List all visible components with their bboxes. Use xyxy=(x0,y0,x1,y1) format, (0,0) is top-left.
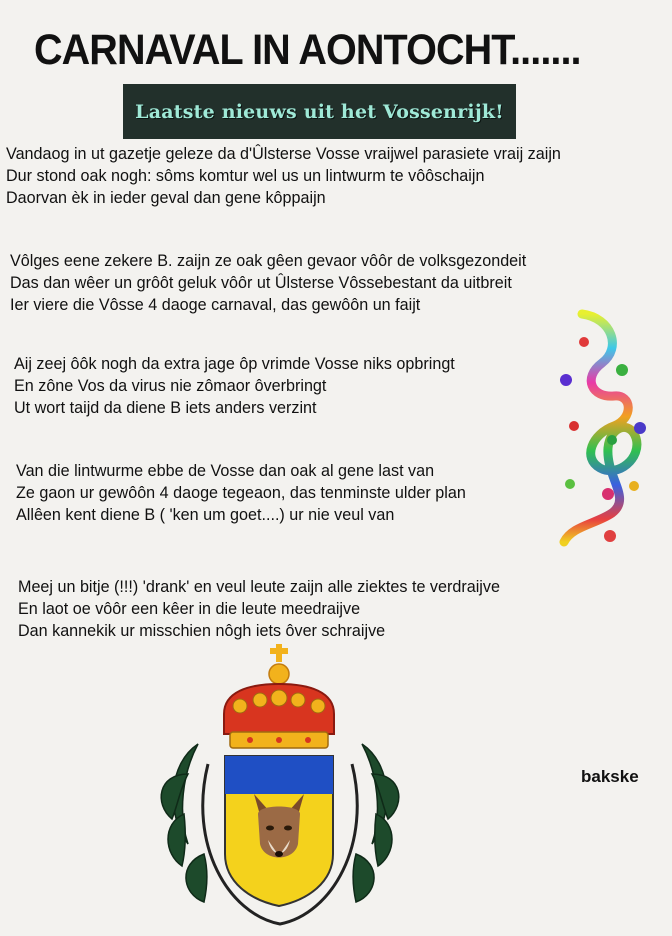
stanza-line: Ze gaon ur gewôôn 4 daoge tegeaon, das tenminste ulder plan xyxy=(16,483,466,502)
stanza-line: Das dan wêer un grôôt geluk vôôr ut Ûlsterse Vôssebestant da uitbreit xyxy=(10,273,512,292)
stanza-1 xyxy=(6,143,590,209)
stanza-line: Vôlges eene zekere B. zaijn ze oak gêen gevaor vôôr de volksgezondeit xyxy=(10,251,527,270)
stanza-line: En zône Vos da virus nie zômaor ôverbringt xyxy=(14,376,327,395)
stanza-line: Ier viere die Vôsse 4 daoge carnaval, das gewôôn un faijt xyxy=(10,295,421,314)
stanza-line: Daorvan èk in ieder geval dan gene kôppaijn xyxy=(6,188,326,207)
signature: bakske xyxy=(581,767,639,786)
stanza-line: Meej un bitje (!!!) 'drank' en veul leute zaijn alle ziektes te verdraijve xyxy=(18,577,500,596)
stanza-line: Ut wort taijd da diene B iets anders verzint xyxy=(14,398,317,417)
stanza-line: Dur stond oak nogh: sôms komtur wel us un lintwurm te vôôschaijn xyxy=(6,166,485,185)
stanza-5 xyxy=(18,576,525,642)
confetti-streamer-icon xyxy=(552,308,662,548)
news-banner xyxy=(123,84,516,139)
stanza-line: Allêen kent diene B ( 'ken um goet....) ur nie veul van xyxy=(16,505,395,524)
stanza-line: Vandaog in ut gazetje geleze da d'Ûlsterse Vosse vraijwel parasiete vraij zaijn xyxy=(6,144,561,163)
stanza-4 xyxy=(16,460,490,526)
stanza-line: Dan kannekik ur misschien nôgh iets ôver schraijve xyxy=(18,621,386,640)
stanza-line: En laot oe vôôr een kêer in die leute meedraijve xyxy=(18,599,361,618)
stanza-2 xyxy=(10,250,553,316)
fox-coat-of-arms-icon xyxy=(158,644,402,930)
stanza-line: Aij zeej ôôk nogh da extra jage ôp vrimde Vosse niks opbringt xyxy=(14,354,455,373)
banner-text: Laatste nieuws uit het Vossenrijk! xyxy=(135,100,504,123)
stanza-3 xyxy=(14,353,478,419)
stanza-line: Van die lintwurme ebbe de Vosse dan oak al gene last van xyxy=(16,461,435,480)
page-title: CARNAVAL IN AONTOCHT....... xyxy=(34,26,581,74)
